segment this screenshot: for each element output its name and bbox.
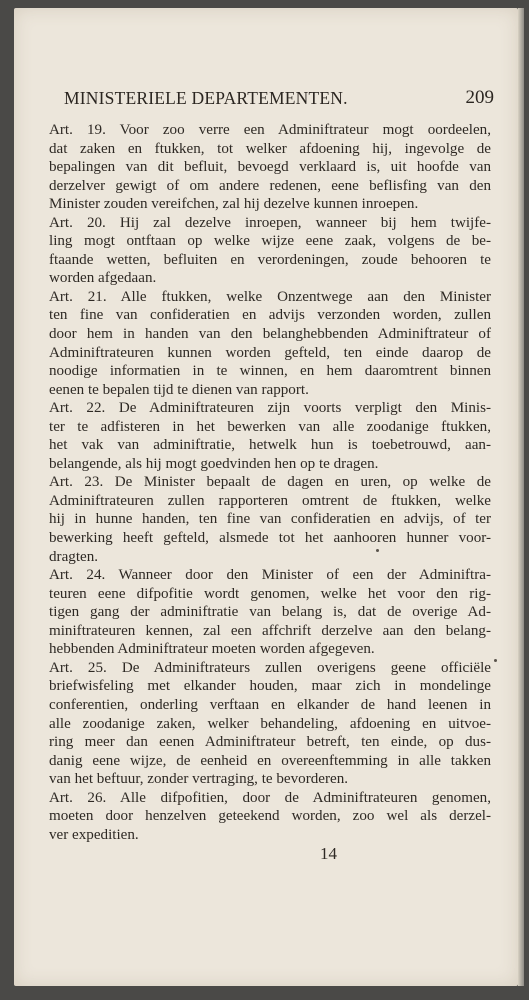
text-line: conferentien, onderling verftaan en elkander de hand leenen in: [49, 696, 491, 713]
text-line: ftaande wetten, befluiten en verordeningen, zoude behooren te: [49, 251, 491, 268]
text-line: ter te adfisteren in het bewerken van alle zoodanige ftukken,: [49, 418, 491, 435]
text-line: Art. 22. De Adminiftrateuren zijn voorts verpligt den Minis-: [49, 400, 491, 417]
paper-speck: [494, 659, 497, 662]
text-line: ten fine van confideratien en advijs verzonden worden, zullen: [49, 307, 491, 324]
text-line: Art. 20. Hij zal dezelve inroepen, wanneer bij hem twijfe-: [49, 214, 491, 231]
text-line: briefwisfeling met elkander houden, maar zich in mondelinge: [49, 678, 491, 695]
text-line: worden afgedaan.: [49, 270, 157, 287]
text-line: Art. 21. Alle ftukken, welke Onzentwege aan den Minister: [49, 288, 491, 305]
text-line: Minister zouden vereifchen, zal hij dezelve kunnen inroepen.: [49, 196, 419, 213]
text-line: bewerking heeft gefteld, alsmede tot het aanhooren hunner voor-: [49, 530, 491, 547]
body-text: [49, 121, 491, 844]
text-line: derzelver gewigt of om andere redenen, eene beflisfing van den: [49, 177, 491, 194]
text-line: Art. 23. De Minister bepaalt de dagen en uren, op welke de: [49, 474, 491, 491]
text-line: het vak van adminiftratie, hetwelk hun is toebetrouwd, aan-: [49, 437, 491, 454]
text-line: van het beftuur, zonder vertraging, te bevorderen.: [49, 771, 349, 788]
text-line: belangende, als hij mogt goedvinden hen op te dragen.: [49, 455, 379, 472]
text-line: danig eene wijze, de eenheid en overeenftemming in alle takken: [49, 752, 491, 769]
text-line: Art. 19. Voor zoo verre een Adminiftrateur mogt oordeelen,: [49, 122, 491, 138]
text-line: ling mogt ontftaan op welke wijze eene zaak, volgens de be-: [49, 233, 491, 250]
text-line: tigen gang der adminiftratie van belang is, dat de overige Ad-: [49, 604, 491, 621]
text-line: Art. 25. De Adminiftrateurs zullen overigens geene officiële: [49, 659, 491, 676]
paper-speck: [376, 549, 379, 552]
text-line: moeten door henzelven geteekend worden, zoo wel als derzel-: [49, 808, 491, 825]
text-line: eenen te bepalen tijd te dienen van rapport.: [49, 381, 309, 398]
page-edge: [518, 8, 524, 986]
text-line: bepalingen van dit befluit, bevoegd verklaard is, uit hoofde van: [49, 159, 491, 176]
text-line: miniftrateuren kennen, zal een affchrift derzelve aan den belang-: [49, 622, 491, 639]
text-line: teuren eene difpofitie wordt genomen, welke het voor den rig-: [49, 585, 491, 602]
text-line: dragten.: [49, 548, 99, 565]
text-line: ring meer dan eenen Adminiftrateur betreft, ten einde, op dus-: [49, 734, 491, 751]
running-title: MINISTERIELE DEPARTEMENTEN.: [64, 88, 348, 108]
page-number: 209: [465, 87, 494, 108]
text-line: Art. 24. Wanneer door den Minister of een der Adminiftra-: [49, 567, 491, 584]
text-line: Adminiftrateuren kunnen worden gefteld, ten einde daarop de: [49, 344, 491, 361]
text-line: hij in hunne handen, ten fine van confideratien en advijs, of ter: [49, 511, 491, 528]
text-line: dat zaken en ftukken, tot welker afdoening hij, ingevolge de: [49, 140, 491, 157]
text-line: door hem in handen van den belanghebbenden Adminiftrateur of: [49, 326, 491, 343]
text-line: hebbenden Adminiftrateur moeten worden afgegeven.: [49, 641, 375, 658]
book-page: [14, 8, 518, 986]
signature-mark: 14: [320, 844, 337, 863]
text-line: Adminiftrateuren zullen rapporteren omtrent de ftukken, welke: [49, 492, 491, 509]
text-line: alle zoodanige zaken, welker behandeling, afdoening en uitvoe-: [49, 715, 491, 732]
text-line: Art. 26. Alle difpofitien, door de Adminiftrateuren genomen,: [49, 789, 491, 806]
text-line: ver expeditien.: [49, 826, 139, 843]
text-line: noodige informatien in te winnen, en hem daaromtrent binnen: [49, 363, 491, 380]
page-header: [64, 84, 494, 116]
